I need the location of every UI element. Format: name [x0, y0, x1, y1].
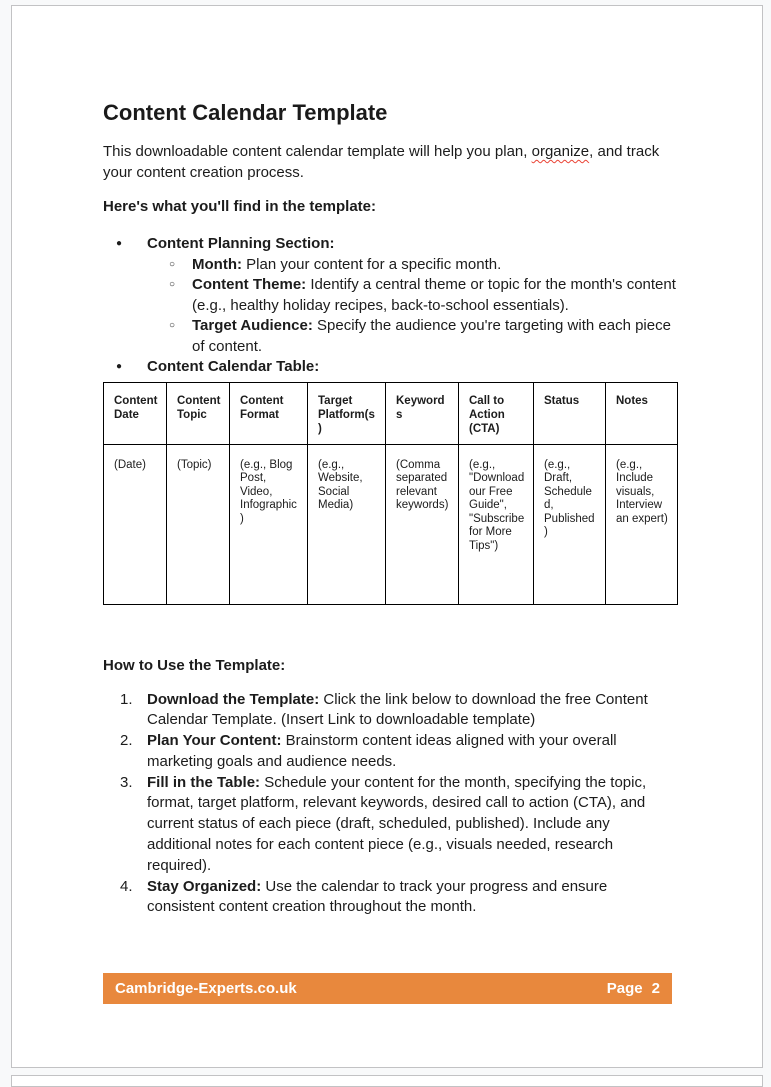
how-to-use-heading: How to Use the Template: [103, 656, 286, 674]
cell-platforms: (e.g., Website, Social Media) [308, 444, 386, 604]
list-item-content-theme [103, 275, 677, 316]
next-page-top-edge [11, 1075, 763, 1087]
list-item-calendar-table [103, 357, 677, 378]
bullet-icon: ● [116, 238, 123, 249]
footer-page-label: Page [606, 980, 643, 997]
content-theme-label: Content Theme: [192, 276, 307, 293]
step-number: 2. [120, 732, 133, 750]
footer-bar [103, 973, 672, 1004]
step-plan-content [103, 731, 677, 773]
cell-date: (Date) [104, 444, 167, 604]
circle-bullet-icon: ○ [169, 258, 176, 270]
step-number: 1. [120, 690, 133, 708]
step-text: Use the calendar to track your progress and ensure consistent content creation throughout the month. [147, 877, 608, 916]
circle-bullet-icon: ○ [169, 279, 176, 290]
content-calendar-table [103, 382, 678, 605]
content-theme-text: Identify a central theme or topic for the month's content (e.g., healthy holiday recipes, back-to-school essentials). [192, 276, 676, 314]
target-audience-text: Specify the audience you're targeting with each piece of content. [192, 317, 671, 355]
target-audience-label: Target Audience: [192, 317, 313, 334]
step-download-template [103, 690, 677, 732]
cell-notes: (e.g., Include visuals, Interview an expert) [606, 444, 678, 604]
header-status: Status [534, 382, 606, 444]
step-label: Plan Your Content: [147, 732, 282, 750]
month-label: Month: [192, 255, 242, 273]
cell-cta: (e.g., "Download our Free Guide", "Subscribe for More Tips") [459, 444, 534, 604]
bullet-icon: ● [116, 361, 123, 372]
step-label: Stay Organized: [147, 877, 262, 895]
step-fill-in-table [103, 773, 677, 877]
calendar-table-label: Content Calendar Table: [147, 358, 320, 375]
step-stay-organized [103, 877, 677, 919]
how-to-steps-list [103, 690, 677, 919]
list-item-planning-section [103, 234, 677, 255]
page-title: Content Calendar Template [103, 100, 388, 125]
footer-site-name: Cambridge-Experts.co.uk [115, 980, 297, 997]
header-content-date: Content Date [104, 382, 167, 444]
intro-text-before: This downloadable content calendar template will help you plan, [103, 143, 532, 160]
header-notes: Notes [606, 382, 678, 444]
template-contents-list [103, 234, 677, 378]
footer-page-indicator [607, 980, 660, 997]
step-label: Fill in the Table: [147, 773, 261, 791]
intro-text-after: , and track your content creation process. [103, 143, 660, 181]
step-number: 4. [120, 877, 133, 895]
step-label: Download the Template: [147, 690, 320, 708]
step-number: 3. [120, 773, 133, 791]
step-text: Click the link below to download the free Content Calendar Template. (Insert Link to downloadable template) [147, 690, 648, 729]
cell-topic: (Topic) [167, 444, 230, 604]
table-header-row [104, 382, 678, 444]
table-row [104, 444, 678, 604]
header-content-format: Content Format [230, 382, 308, 444]
footer-page-number: 2 [651, 980, 660, 997]
circle-bullet-icon: ○ [169, 320, 176, 331]
intro-paragraph [103, 141, 677, 183]
list-item-target-audience [103, 316, 677, 357]
step-text: Schedule your content for the month, specifying the topic, format, target platform, relevant keywords, desired call to action (CTA), and current status of each piece (draft, scheduled, published). Include any additional notes for each content piece (e.g., visuals needed, research required). [147, 773, 647, 874]
planning-section-label: Content Planning Section: [147, 235, 335, 252]
header-content-topic: Content Topic [167, 382, 230, 444]
find-in-template-heading: Here's what you'll find in the template: [103, 198, 377, 215]
cell-keywords: (Comma separated relevant keywords) [386, 444, 459, 604]
cell-format: (e.g., Blog Post, Video, Infographic) [230, 444, 308, 604]
header-call-to-action: Call to Action (CTA) [459, 382, 534, 444]
month-text: Plan your content for a specific month. [241, 255, 502, 273]
list-item-month [103, 255, 677, 276]
header-keywords: Keywords [386, 382, 459, 444]
step-text: Brainstorm content ideas aligned with your overall marketing goals and audience needs. [147, 732, 617, 770]
document-content [103, 6, 677, 918]
document-page [11, 5, 763, 1068]
cell-status: (e.g., Draft, Scheduled, Published) [534, 444, 606, 604]
header-target-platforms: Target Platform(s) [308, 382, 386, 444]
spellcheck-flagged-word: organize [531, 143, 590, 160]
